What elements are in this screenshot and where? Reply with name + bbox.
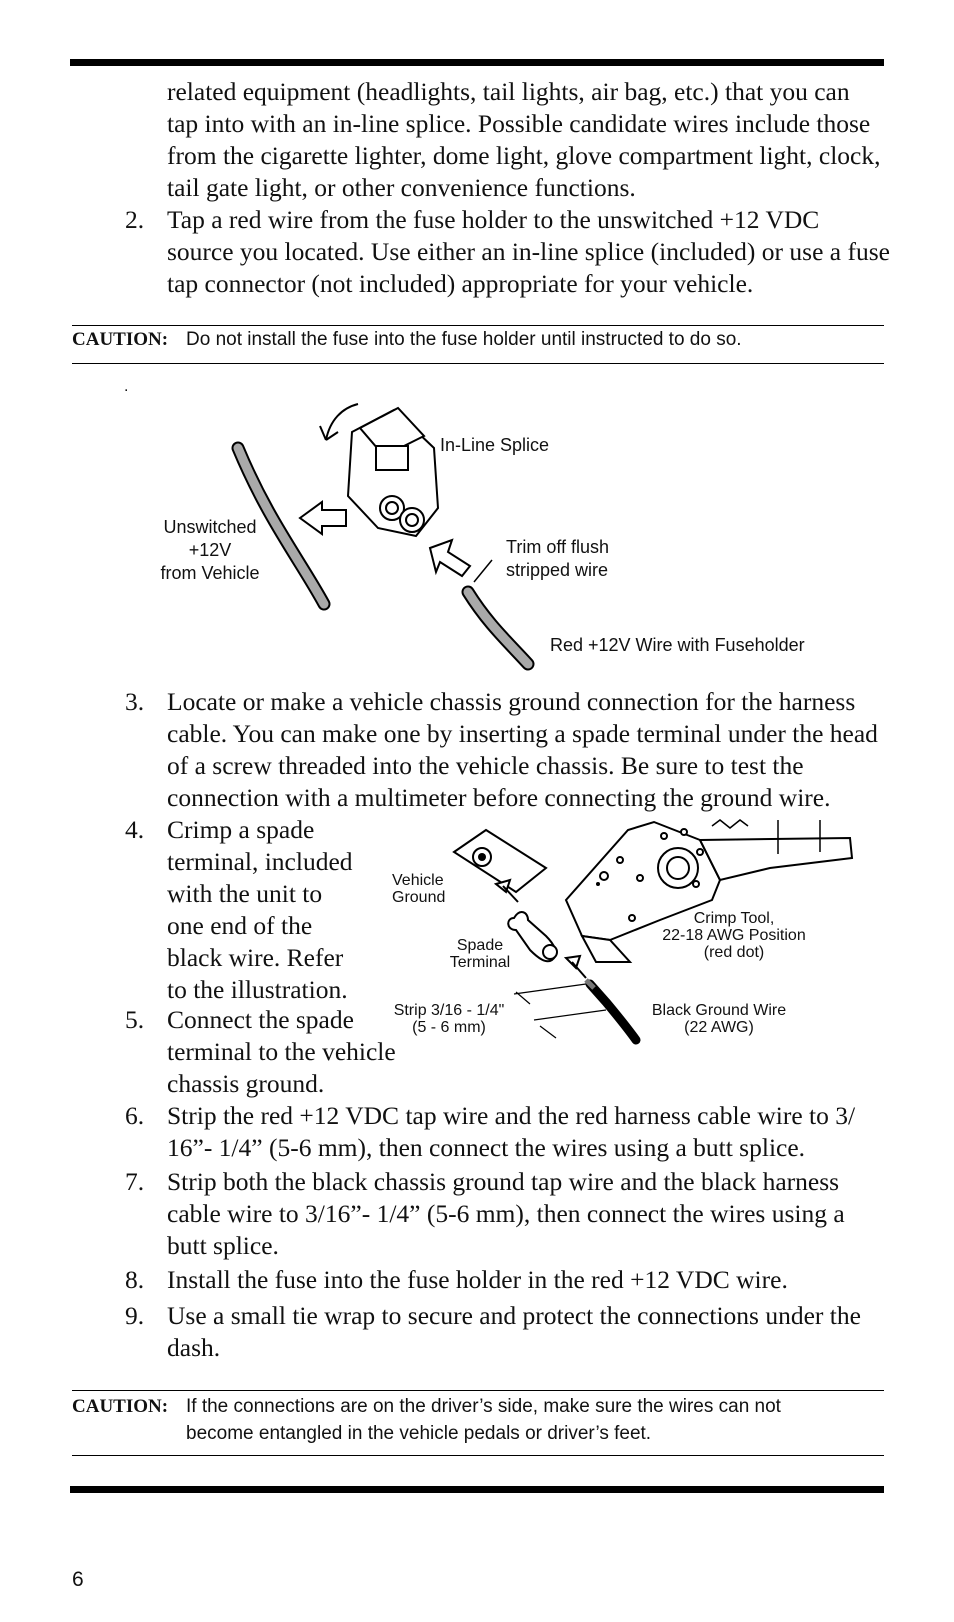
label-inline-splice: In-Line Splice [440,435,550,455]
label-spade-line1: Spade [456,937,504,954]
step-text: Install the fuse into the fuse holder in the red +12 VDC wire. [167,1265,788,1294]
step-number: 7. [125,1167,145,1196]
step-3 [125,686,890,814]
step-8 [125,1264,890,1296]
label-strip-line2: (5 - 6 mm) [412,1019,486,1036]
label-trim-line2: stripped wire [506,560,609,580]
label-crimp-line2: 22-18 AWG Position [662,927,806,944]
label-vehicle-ground-line2: Ground [392,889,446,906]
step-5 [125,1004,425,1100]
step-7 [125,1166,890,1262]
caution-box-2 [72,1393,884,1447]
step-number: 6. [125,1101,145,1130]
label-strip-line1: Strip 3/16 - 1/4" [393,1002,505,1019]
step-number: 3. [125,687,145,716]
caution-text: If the connections are on the driver’s side, make sure the wires can not become entangled in the vehicle pedals or driver’s feet. [186,1396,781,1444]
step-6 [125,1100,890,1164]
step-text: Use a small tie wrap to secure and protect the connections under the dash. [167,1301,861,1362]
label-crimp-line3: (red dot) [703,944,765,961]
label-spade-line2: Terminal [449,954,511,971]
step-number: 8. [125,1265,145,1294]
label-black-wire [646,1002,792,1036]
label-trim-line1: Trim off flush [506,537,610,557]
page-number: 6 [72,1568,84,1591]
step-text: Connect the spade terminal to the vehicle chassis ground. [167,1005,396,1098]
step-number: 5. [125,1005,145,1034]
step-text: Strip the red +12 VDC tap wire and the red harness cable wire to 3/ 16”- 1/4” (5-6 mm), then connect the wires using a butt splice. [167,1101,856,1162]
caution-label: CAUTION: [72,1396,169,1417]
label-unswitched-line2: +12V [188,540,232,560]
figure-dot: . [124,378,129,395]
intro-paragraph: related equipment (headlights, tail lights, air bag, etc.) that you can tap into with an in-line splice. Possible candidate wires include those from the cigarette lighter, dome light, glove compartment light, clock, tail gate light, or other convenience functions. [167,77,881,202]
label-vehicle-ground-line1: Vehicle [392,872,444,889]
label-crimp-line1: Crimp Tool, [693,910,775,927]
label-unswitched-line3: from Vehicle [160,563,260,583]
bottom-rule [70,1486,884,1493]
caution-rule-bottom-2 [72,1455,884,1456]
step-number: 9. [125,1301,145,1330]
label-crimp-tool [656,910,812,961]
caution-text: Do not install the fuse into the fuse holder until instructed to do so. [186,329,742,350]
label-vehicle-ground [392,872,445,906]
label-strip [390,1002,508,1036]
step-text: Locate or make a vehicle chassis ground connection for the harness cable. You can make one by inserting a spade terminal under the head of a screw threaded into the vehicle chassis. Be sure to test the connection with a multimeter before connecting the ground wire. [167,687,878,812]
label-trim [506,536,609,582]
step-number: 2. [125,205,145,234]
label-red-wire: Red +12V Wire with Fuseholder [550,635,805,655]
label-spade-terminal [444,937,516,971]
step-text: Strip both the black chassis ground tap wire and the black harness cable wire to 3/16”- 1/4” (5-6 mm), then connect the wires using a butt splice. [167,1167,845,1260]
label-unswitched [150,516,270,585]
step-text: Crimp a spade terminal, included with the unit to one end of the black wire. Refer to the illustration. [167,815,353,1004]
label-unswitched-line1: Unswitched [163,517,257,537]
label-black-line1: Black Ground Wire [651,1002,787,1019]
step-text: Tap a red wire from the fuse holder to the unswitched +12 VDC source you located. Use either an in-line splice (included) or use a fuse tap connector (not included) appropriate for your vehicle. [167,205,890,298]
caution-rule-top-2 [72,1390,884,1391]
caution-label: CAUTION: [72,329,169,350]
step-4 [125,814,365,1006]
label-black-line2: (22 AWG) [684,1019,754,1036]
step-9 [125,1300,890,1364]
step-number: 4. [125,815,145,844]
